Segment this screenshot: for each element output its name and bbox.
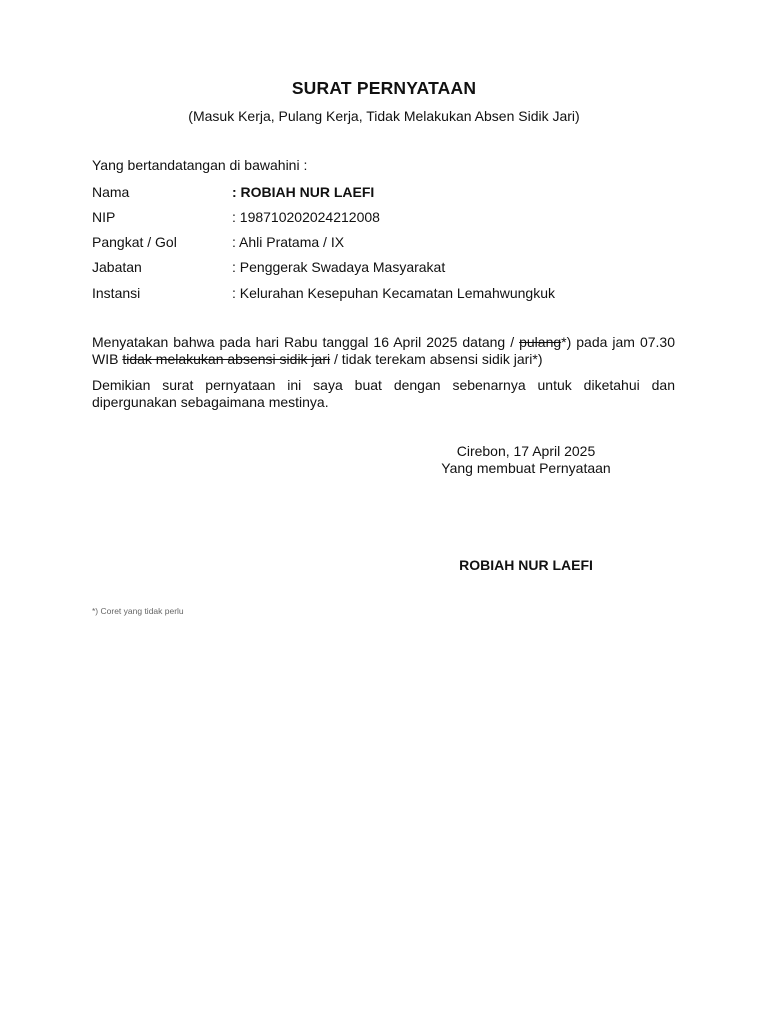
document-subtitle: (Masuk Kerja, Pulang Kerja, Tidak Melakukan Absen Sidik Jari): [188, 108, 580, 124]
field-row-pangkat: [92, 234, 692, 254]
field-row-nip: [92, 209, 692, 229]
field-label-pangkat: Pangkat / Gol: [92, 234, 177, 250]
statement-struck-pulang: pulang: [519, 334, 562, 350]
signature-name: ROBIAH NUR LAEFI: [459, 557, 593, 573]
statement-paragraph: [92, 334, 675, 368]
field-label-jabatan: Jabatan: [92, 259, 142, 275]
field-value-instansi: : Kelurahan Kesepuhan Kecamatan Lemahwungkuk: [232, 285, 555, 301]
footnote: *) Coret yang tidak perlu: [92, 606, 184, 616]
field-value-pangkat: : Ahli Pratama / IX: [232, 234, 345, 250]
statement-text-1: Menyatakan bahwa pada hari Rabu tanggal 16 April 2025 datang /: [92, 334, 520, 350]
field-label-instansi: Instansi: [92, 285, 141, 301]
statement-text-3: / tidak terekam absensi sidik jari*): [330, 351, 543, 367]
field-row-instansi: [92, 285, 692, 305]
field-label-nama: Nama: [92, 184, 130, 200]
signature-place-date: Cirebon, 17 April 2025: [456, 443, 596, 459]
signature-role: Yang membuat Pernyataan: [441, 460, 611, 476]
document-title: SURAT PERNYATAAN: [291, 78, 477, 98]
field-value-nip: : 198710202024212008: [232, 209, 380, 225]
field-value-nama: : ROBIAH NUR LAEFI: [232, 184, 375, 200]
field-row-nama: [92, 184, 692, 204]
field-row-jabatan: [92, 259, 692, 279]
closing-paragraph: Demikian surat pernyataan ini saya buat dengan sebenarnya untuk diketahui dan dipergunakan sebagaimana mestinya.: [92, 377, 675, 410]
field-value-jabatan: : Penggerak Swadaya Masyarakat: [232, 259, 446, 275]
field-label-nip: NIP: [92, 209, 116, 225]
statement-struck-absensi: tidak melakukan absensi sidik jari: [122, 351, 331, 367]
intro-text: Yang bertandatangan di bawahini :: [92, 157, 308, 173]
statement-text-2: *) pada jam 07.30 WIB: [92, 334, 675, 367]
